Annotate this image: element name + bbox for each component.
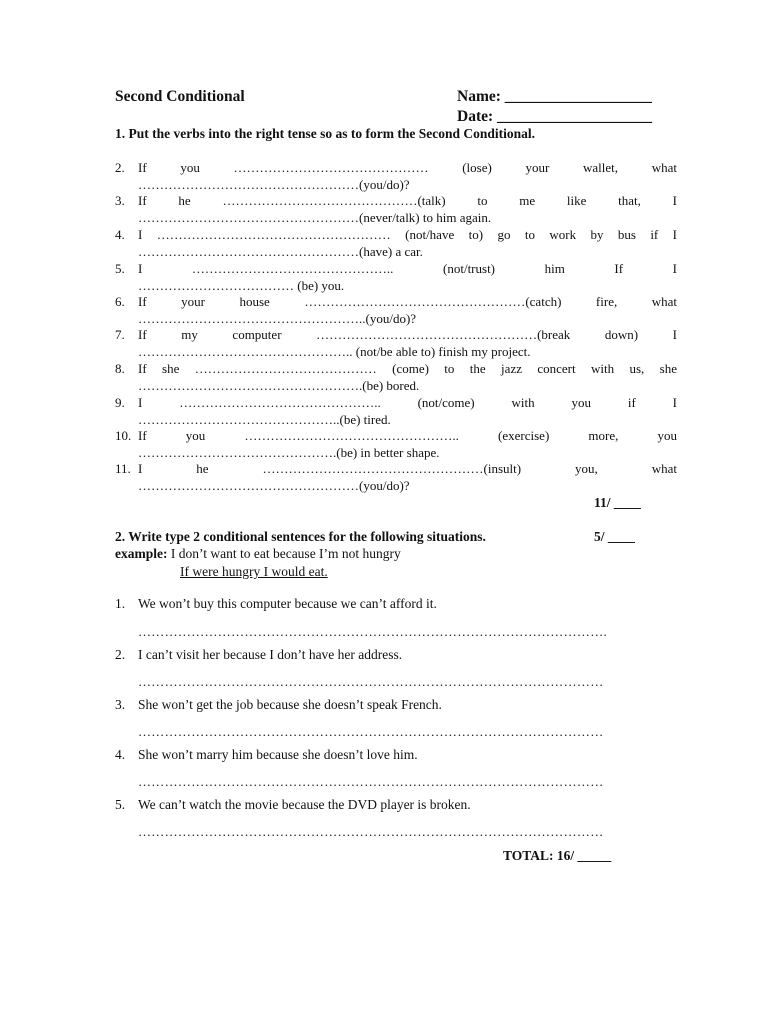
item-line1: If he ………………………………………(talk) to me like that, I [138,193,677,208]
item-number: 10. [115,428,132,443]
answer-line[interactable]: …………………………………………………………………………………………… [138,824,604,839]
section2-score: 5/ ____ [594,529,635,544]
exercise-item [115,395,677,428]
item-line1: If your house ……………………………………………(catch) fire, what [138,294,677,309]
answer-line[interactable]: ……………………………………………………………………………………………. [138,624,608,639]
section1-heading: 1. Put the verbs into the right tense so as to form the Second Conditional. [115,126,535,141]
answer-line[interactable]: …………………………………………………………………………………………… [138,774,604,789]
example-line [115,546,401,562]
exercise-item [115,193,677,226]
item-number: 9. [115,395,125,410]
item-line2: ……………………………………………(never/talk) to him again. [138,209,492,225]
item-line2: ……………………………………….(be) in better shape. [138,444,440,460]
worksheet-title: Second Conditional [115,88,245,105]
situation-number: 2. [115,647,126,662]
situation-text: We can’t watch the movie because the DVD player is broken. [138,797,471,812]
exercise-item [115,428,677,461]
item-number: 7. [115,327,125,342]
item-line1: I he ……………………………………………(insult) you, what [138,461,677,476]
answer-line[interactable]: …………………………………………………………………………………………… [138,674,604,689]
name-field[interactable]: Name: ___________________ [457,88,653,105]
situation-text: I can’t visit her because I don’t have her address. [138,647,403,662]
item-line1: I ……………………………………….. (not/trust) him If I [138,261,677,276]
situation-number: 3. [115,697,126,712]
section1-score: 11/ ____ [594,495,641,510]
exercise-item [115,294,677,327]
item-line2: ……………………………………………..(you/do)? [138,310,417,326]
situation-text: She won’t marry him because she doesn’t love him. [138,747,418,762]
item-line1: If you ……………………………………… (lose) your wallet, what [138,160,677,175]
exercise-item [115,227,677,260]
item-line1: I ……………………………………….. (not/come) with you if I [138,395,677,410]
situation-number: 1. [115,596,126,611]
item-number: 2. [115,160,125,175]
exercise-item [115,327,677,360]
example-answer: If were hungry I would eat. [180,564,328,579]
item-line2: ……………………………… (be) you. [138,277,345,293]
total-score: TOTAL: 16/ _____ [503,848,612,863]
situation-number: 5. [115,797,126,812]
item-number: 3. [115,193,125,208]
item-number: 6. [115,294,125,309]
item-number: 11. [115,461,131,476]
exercise-item [115,461,677,494]
exercise-item [115,361,677,394]
item-line2: …………………………………………….(be) bored. [138,377,420,393]
item-number: 5. [115,261,125,276]
item-line1: I ……………………………………………… (not/have to) go to work by bus if I [138,227,677,242]
item-line1: If she …………………………………… (come) to the jazz concert with us, she [138,361,677,376]
situation-number: 4. [115,747,126,762]
situation-text: We won’t buy this computer because we can’t afford it. [138,596,437,611]
exercise-item [115,261,677,294]
example-text: I don’t want to eat because I’m not hungry [167,546,401,561]
item-line2: ……………………………………………(have) a car. [138,243,423,259]
item-line2: ……………………………………………(you/do)? [138,176,410,192]
item-number: 4. [115,227,125,242]
item-line2: ……………………………………………(you/do)? [138,477,410,493]
item-line2: ………………………………………….. (not/be able to) finish my project. [138,343,531,359]
item-line2: ………………………………………..(be) tired. [138,411,391,427]
section2-heading: 2. Write type 2 conditional sentences for the following situations. [115,529,486,544]
situation-text: She won’t get the job because she doesn’t speak French. [138,697,442,712]
item-line1: If my computer ……………………………………………(break down) I [138,327,677,342]
exercise-item [115,160,677,193]
answer-line[interactable]: …………………………………………………………………………………………… [138,724,604,739]
item-number: 8. [115,361,125,376]
date-field[interactable]: Date: ____________________ [457,108,653,125]
item-line1: If you ………………………………………….. (exercise) more, you [138,428,677,443]
example-label: example: [115,546,168,561]
